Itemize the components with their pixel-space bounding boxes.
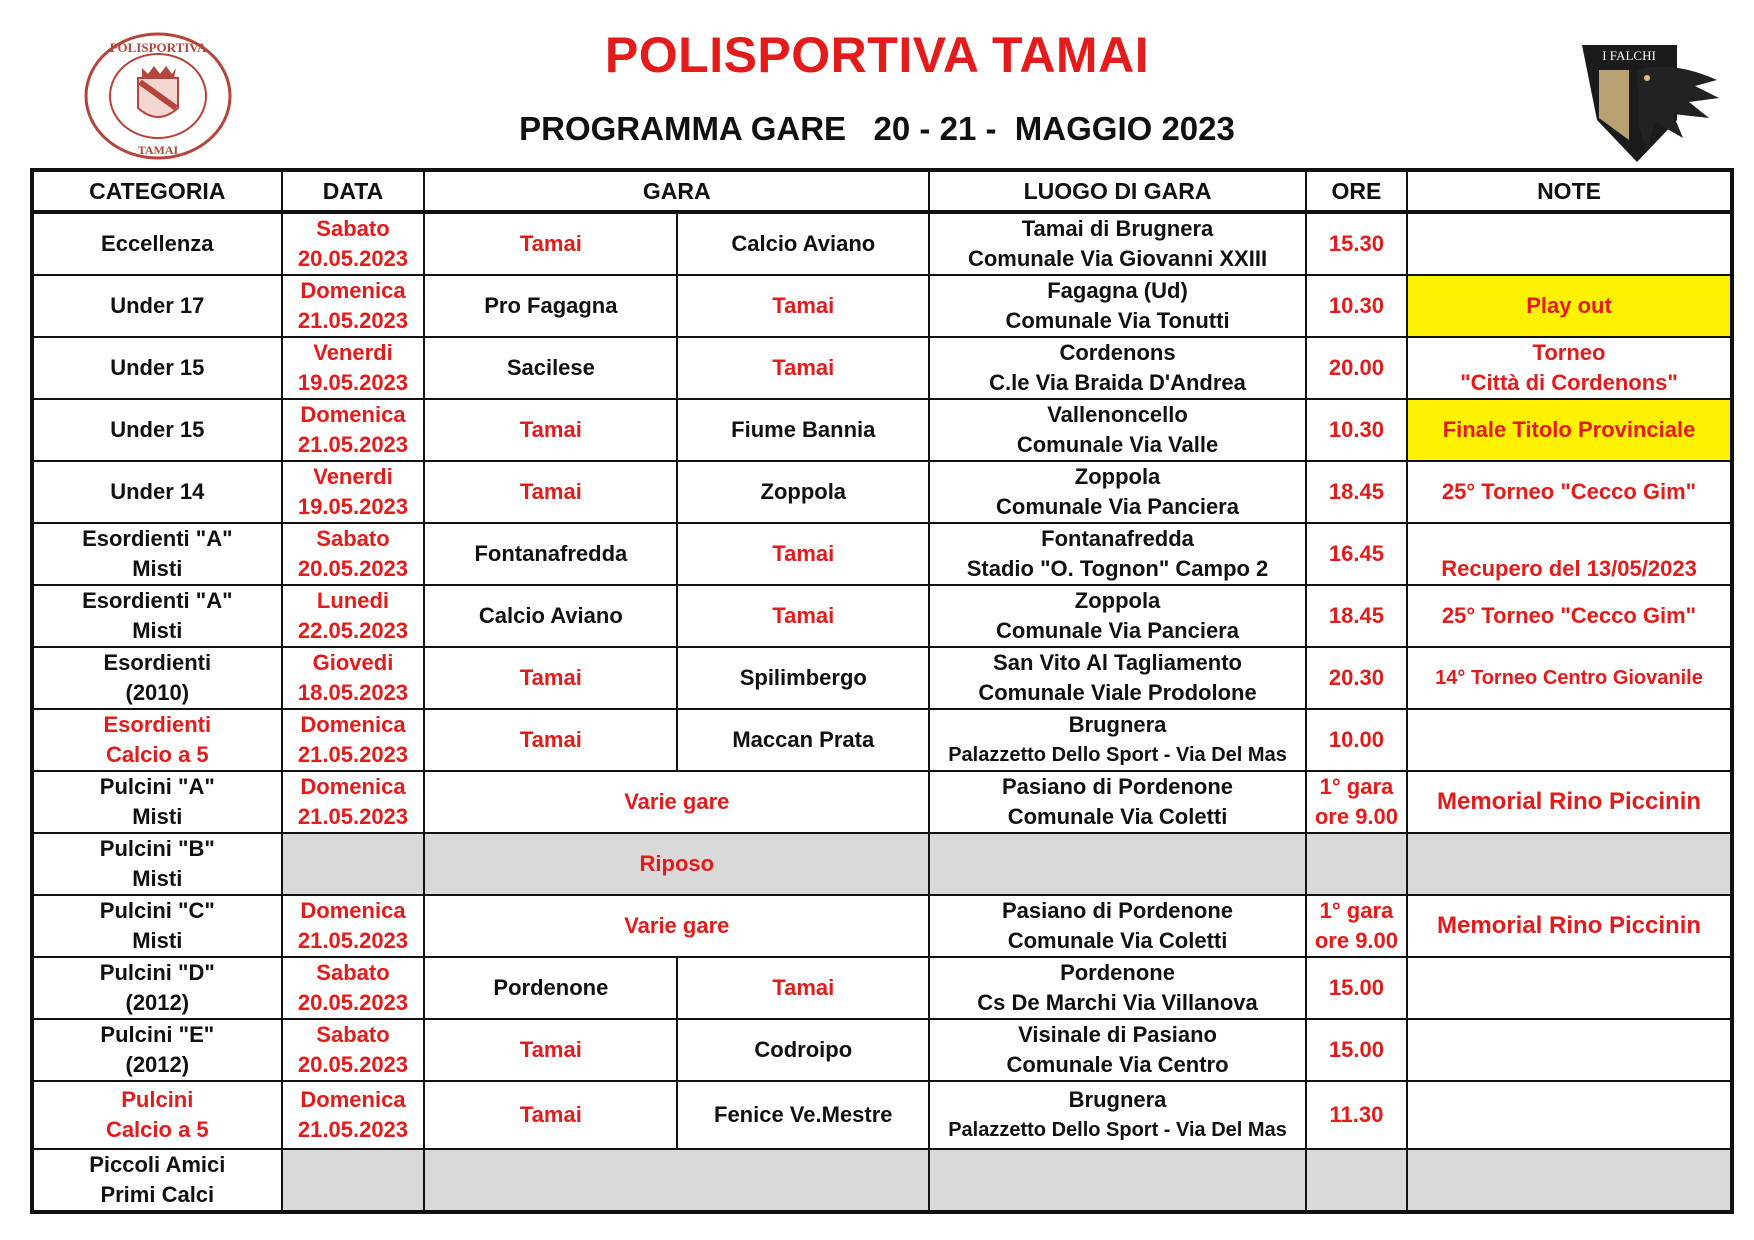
col-header-luogo: LUOGO DI GARA: [929, 170, 1306, 212]
ore-cell: 15.30: [1306, 212, 1407, 275]
col-header-data: DATA: [282, 170, 425, 212]
away-team-cell: Maccan Prata: [677, 709, 929, 771]
luogo-cell: Fontanafredda Stadio "O. Tognon" Campo 2: [929, 523, 1306, 585]
note-cell: [1407, 1149, 1732, 1212]
table-row: [32, 709, 1732, 771]
home-team-cell: Tamai: [424, 647, 677, 709]
luogo-cell: Pasiano di Pordenone Comunale Via Coletti: [929, 895, 1306, 957]
away-team-cell: Tamai: [677, 337, 929, 399]
ore-cell: 15.00: [1306, 957, 1407, 1019]
table-row: [32, 833, 1732, 895]
home-team-cell: Pro Fagagna: [424, 275, 677, 337]
ore-cell: 18.45: [1306, 585, 1407, 647]
luogo-cell: Fagagna (Ud) Comunale Via Tonutti: [929, 275, 1306, 337]
data-cell: Sabato 20.05.2023: [282, 957, 425, 1019]
luogo-cell: [929, 833, 1306, 895]
note-cell: 14° Torneo Centro Giovanile: [1407, 647, 1732, 709]
categoria-cell: Esordienti (2010): [32, 647, 282, 709]
categoria-cell: Esordienti "A" Misti: [32, 585, 282, 647]
categoria-cell: Pulcini "D" (2012): [32, 957, 282, 1019]
data-cell: Venerdi 19.05.2023: [282, 337, 425, 399]
data-cell: Venerdi 19.05.2023: [282, 461, 425, 523]
ore-cell: [1306, 833, 1407, 895]
i-falchi-logo: [1577, 40, 1727, 165]
ore-cell: 11.30: [1306, 1081, 1407, 1149]
categoria-cell: Under 14: [32, 461, 282, 523]
data-cell: Giovedi 18.05.2023: [282, 647, 425, 709]
data-cell: [282, 833, 425, 895]
luogo-cell: Tamai di Brugnera Comunale Via Giovanni XXIII: [929, 212, 1306, 275]
categoria-cell: Pulcini Calcio a 5: [32, 1081, 282, 1149]
home-team-cell: Tamai: [424, 1081, 677, 1149]
data-cell: Domenica 21.05.2023: [282, 771, 425, 833]
luogo-cell: Cordenons C.le Via Braida D'Andrea: [929, 337, 1306, 399]
home-team-cell: Pordenone: [424, 957, 677, 1019]
away-team-cell: Codroipo: [677, 1019, 929, 1081]
table-row: [32, 957, 1732, 1019]
home-team-cell: Calcio Aviano: [424, 585, 677, 647]
table-row: [32, 275, 1732, 337]
categoria-cell: Pulcini "C" Misti: [32, 895, 282, 957]
table-row: [32, 461, 1732, 523]
luogo-cell: Brugnera Palazzetto Dello Sport - Via Del Mas: [929, 709, 1306, 771]
table-row: [32, 647, 1732, 709]
match-cell: Varie gare: [424, 771, 929, 833]
note-cell: [1407, 1081, 1732, 1149]
match-cell: Riposo: [424, 833, 929, 895]
table-row: [32, 585, 1732, 647]
ore-cell: 10.30: [1306, 399, 1407, 461]
ore-cell: [1306, 1149, 1407, 1212]
table-row: [32, 895, 1732, 957]
away-team-cell: Tamai: [677, 957, 929, 1019]
data-cell: [282, 1149, 425, 1212]
col-header-note: NOTE: [1407, 170, 1732, 212]
away-team-cell: Spilimbergo: [677, 647, 929, 709]
categoria-cell: Esordienti Calcio a 5: [32, 709, 282, 771]
match-schedule-table: [30, 168, 1734, 1214]
categoria-cell: Pulcini "E" (2012): [32, 1019, 282, 1081]
page-subtitle: PROGRAMMA GARE 20 - 21 - MAGGIO 2023: [519, 110, 1235, 147]
luogo-cell: San Vito Al Tagliamento Comunale Viale Prodolone: [929, 647, 1306, 709]
table-header-row: [32, 170, 1732, 212]
data-cell: Domenica 21.05.2023: [282, 1081, 425, 1149]
home-team-cell: Tamai: [424, 709, 677, 771]
away-team-cell: Fenice Ve.Mestre: [677, 1081, 929, 1149]
data-cell: Domenica 21.05.2023: [282, 895, 425, 957]
ore-cell: 10.00: [1306, 709, 1407, 771]
note-cell: Memorial Rino Piccinin: [1407, 895, 1732, 957]
luogo-cell: Brugnera Palazzetto Dello Sport - Via Del Mas: [929, 1081, 1306, 1149]
data-cell: Domenica 21.05.2023: [282, 275, 425, 337]
ore-cell: 18.45: [1306, 461, 1407, 523]
categoria-cell: Esordienti "A" Misti: [32, 523, 282, 585]
data-cell: Sabato 20.05.2023: [282, 212, 425, 275]
note-cell: [1407, 957, 1732, 1019]
away-team-cell: Tamai: [677, 275, 929, 337]
table-row: [32, 399, 1732, 461]
table-row: [32, 1149, 1732, 1212]
categoria-cell: Under 15: [32, 399, 282, 461]
svg-text:I FALCHI: I FALCHI: [1602, 48, 1656, 63]
table-row: [32, 1019, 1732, 1081]
away-team-cell: Calcio Aviano: [677, 212, 929, 275]
categoria-cell: Eccellenza: [32, 212, 282, 275]
luogo-cell: Visinale di Pasiano Comunale Via Centro: [929, 1019, 1306, 1081]
home-team-cell: Fontanafredda: [424, 523, 677, 585]
note-cell: Torneo "Città di Cordenons": [1407, 337, 1732, 399]
table-row: [32, 212, 1732, 275]
page-title: POLISPORTIVA TAMAI: [604, 27, 1150, 83]
categoria-cell: Pulcini "A" Misti: [32, 771, 282, 833]
note-cell: Play out: [1407, 275, 1732, 337]
away-team-cell: Fiume Bannia: [677, 399, 929, 461]
match-cell: [424, 1149, 929, 1212]
home-team-cell: Tamai: [424, 399, 677, 461]
data-cell: Sabato 20.05.2023: [282, 523, 425, 585]
luogo-cell: Pasiano di Pordenone Comunale Via Coletti: [929, 771, 1306, 833]
note-cell: [1407, 212, 1732, 275]
away-team-cell: Tamai: [677, 585, 929, 647]
categoria-cell: Piccoli Amici Primi Calci: [32, 1149, 282, 1212]
away-team-cell: Tamai: [677, 523, 929, 585]
table-row: [32, 337, 1732, 399]
categoria-cell: Under 17: [32, 275, 282, 337]
col-header-gara: GARA: [424, 170, 929, 212]
col-header-ore: ORE: [1306, 170, 1407, 212]
ore-cell: 16.45: [1306, 523, 1407, 585]
categoria-cell: Under 15: [32, 337, 282, 399]
away-team-cell: Zoppola: [677, 461, 929, 523]
svg-text:POLISPORTIVA: POLISPORTIVA: [109, 40, 207, 55]
note-cell: [1407, 1019, 1732, 1081]
categoria-cell: Pulcini "B" Misti: [32, 833, 282, 895]
home-team-cell: Tamai: [424, 461, 677, 523]
data-cell: Domenica 21.05.2023: [282, 709, 425, 771]
home-team-cell: Tamai: [424, 212, 677, 275]
ore-cell: 15.00: [1306, 1019, 1407, 1081]
luogo-cell: Zoppola Comunale Via Panciera: [929, 461, 1306, 523]
ore-cell: 1° gara ore 9.00: [1306, 771, 1407, 833]
ore-cell: 20.00: [1306, 337, 1407, 399]
note-cell: [1407, 709, 1732, 771]
data-cell: Domenica 21.05.2023: [282, 399, 425, 461]
note-cell: 25° Torneo "Cecco Gim": [1407, 461, 1732, 523]
note-cell: Finale Titolo Provinciale: [1407, 399, 1732, 461]
table-row: [32, 1081, 1732, 1149]
luogo-cell: Zoppola Comunale Via Panciera: [929, 585, 1306, 647]
luogo-cell: [929, 1149, 1306, 1212]
note-cell: Memorial Rino Piccinin: [1407, 771, 1732, 833]
note-cell: 25° Torneo "Cecco Gim": [1407, 585, 1732, 647]
table-row: [32, 771, 1732, 833]
data-cell: Lunedi 22.05.2023: [282, 585, 425, 647]
ore-cell: 10.30: [1306, 275, 1407, 337]
ore-cell: 1° gara ore 9.00: [1306, 895, 1407, 957]
ore-cell: 20.30: [1306, 647, 1407, 709]
svg-text:TAMAI: TAMAI: [137, 143, 179, 157]
luogo-cell: Pordenone Cs De Marchi Via Villanova: [929, 957, 1306, 1019]
col-header-categoria: CATEGORIA: [32, 170, 282, 212]
luogo-cell: Vallenoncello Comunale Via Valle: [929, 399, 1306, 461]
note-cell: [1407, 833, 1732, 895]
match-cell: Varie gare: [424, 895, 929, 957]
data-cell: Sabato 20.05.2023: [282, 1019, 425, 1081]
table-row: [32, 523, 1732, 585]
home-team-cell: Sacilese: [424, 337, 677, 399]
note-cell: Recupero del 13/05/2023: [1407, 523, 1732, 585]
home-team-cell: Tamai: [424, 1019, 677, 1081]
